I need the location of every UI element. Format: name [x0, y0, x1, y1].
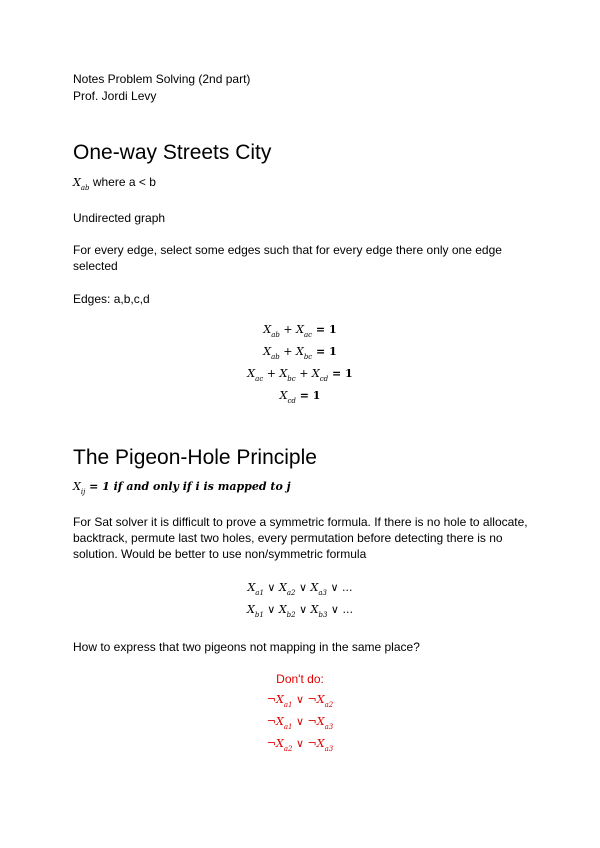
math-subscript: a1 [283, 701, 293, 709]
clause: $X_{b1}$ ∨ $X_{b2}$ ∨ $X_{b3}$ ∨ ... [247, 603, 353, 619]
math-variable: X [316, 715, 325, 728]
math-subscript: cd [287, 397, 296, 405]
math-subscript: ac [303, 331, 313, 339]
section-title-pigeon-hole: The Pigeon-Hole Principle [73, 446, 317, 469]
math-subscript: bc [287, 375, 296, 383]
math-variable: X [316, 693, 325, 706]
pigeon-variable-definition [73, 478, 291, 496]
math-variable: X [316, 737, 325, 750]
math-variable: X [295, 345, 304, 358]
math-variable: X [247, 367, 256, 380]
variable-symbol: X [73, 176, 81, 189]
equation: $X_{ac} + X_{bc} + X_{cd} = 1$ [247, 367, 353, 383]
math-variable: X [275, 715, 284, 728]
clause: $X_{a1}$ ∨ $X_{a2}$ ∨ $X_{a3}$ ∨ ... [247, 581, 353, 597]
variable-subscript: ab [80, 184, 90, 192]
pigeon-variable-subscript: ij [80, 488, 86, 496]
math-subscript: a3 [318, 589, 327, 597]
math-subscript: ab [271, 331, 280, 339]
math-subscript: a3 [324, 745, 334, 753]
math-subscript: ab [271, 353, 280, 361]
math-variable: X [310, 603, 319, 616]
math-variable: X [278, 581, 287, 594]
header-author: Prof. Jordi Levy [73, 89, 157, 103]
math-variable: X [263, 323, 272, 336]
header-course: Notes Problem Solving (2nd part) [73, 72, 251, 86]
math-subscript: a2 [286, 589, 296, 597]
paragraph-question: How to express that two pigeons not mapping in the same place? [73, 640, 420, 654]
math-variable: X [247, 603, 255, 616]
math-variable: X [278, 603, 287, 616]
equation: $X_{cd} = 1$ [279, 389, 321, 405]
paragraph-undirected: Undirected graph [73, 211, 166, 225]
equation: $X_{ab} + X_{bc} = 1$ [263, 345, 337, 361]
math-variable: X [275, 693, 284, 706]
dont-clause: $\neg X_{a1}$ ∨ $\neg X_{a3}$ [266, 715, 334, 731]
math-variable: X [247, 581, 256, 594]
pigeon-variable-meaning: = 1 if and only if i is mapped to j [85, 480, 291, 493]
math-subscript: b2 [286, 611, 296, 619]
math-variable: X [296, 323, 304, 336]
math-variable: X [263, 345, 272, 358]
math-subscript: b1 [254, 611, 264, 619]
pigeon-variable-symbol: X [73, 480, 81, 493]
dont-do-label: Don't do: [276, 672, 324, 686]
math-variable: X [279, 367, 288, 380]
paragraph-edges: Edges: a,b,c,d [73, 292, 150, 306]
math-subscript: a3 [324, 723, 334, 731]
math-subscript: cd [319, 375, 329, 383]
math-variable: X [310, 581, 319, 594]
math-subscript: bc [303, 353, 313, 361]
variable-definition [73, 174, 156, 192]
dont-clause: $\neg X_{a2}$ ∨ $\neg X_{a3}$ [266, 737, 334, 753]
paragraph-sat-solver: For Sat solver it is difficult to prove a symmetric formula. If there is no hole to allocate, backtrack, permute last two holes, every permutation before detecting there is no solution. Would be better to use non/symmetric formula [73, 515, 528, 561]
math-subscript: a1 [255, 589, 264, 597]
math-variable: X [279, 389, 288, 402]
variable-condition: where a < b [89, 175, 156, 189]
equation: $X_{ab} + X_{ac} = 1$ [263, 323, 337, 339]
paragraph-select-edges: For every edge, select some edges such that for every edge there only one edge selected [73, 243, 502, 273]
math-subscript: a1 [283, 723, 293, 731]
dont-clause: $\neg X_{a1}$ ∨ $\neg X_{a2}$ [266, 693, 334, 709]
math-subscript: a2 [283, 745, 293, 753]
math-subscript: a2 [324, 701, 334, 709]
section-title-one-way-streets: One-way Streets City [73, 141, 272, 164]
math-variable: X [275, 737, 284, 750]
math-subscript: ac [255, 375, 264, 383]
math-subscript: b3 [318, 611, 328, 619]
math-variable: X [311, 367, 320, 380]
